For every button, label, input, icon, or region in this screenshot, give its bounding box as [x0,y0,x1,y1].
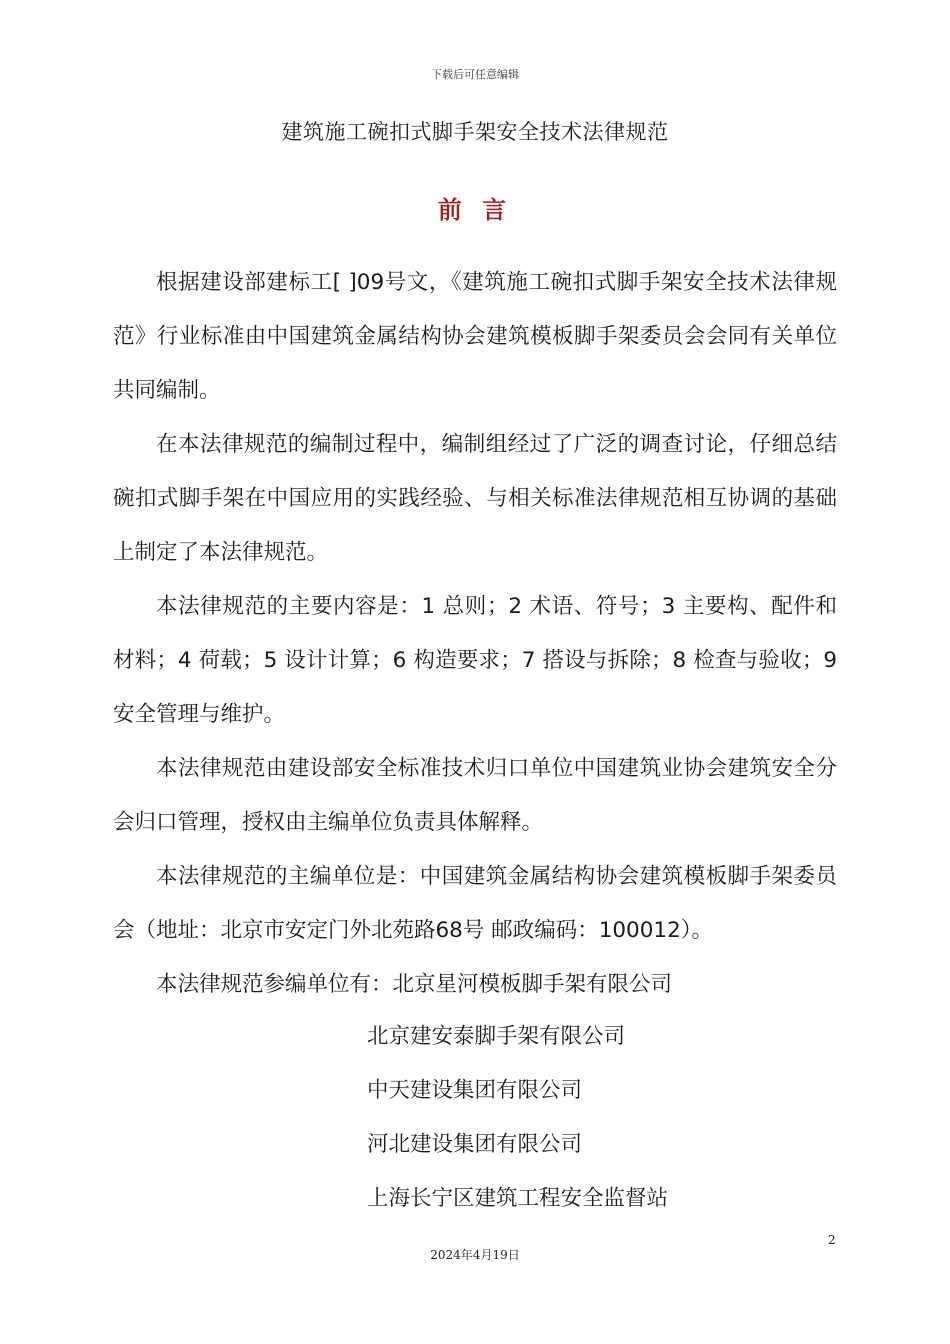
document-title: 建筑施工碗扣式脚手架安全技术法律规范 [281,120,669,144]
paragraph: 本法律规范的主要内容是：1 总则；2 术语、符号；3 主要构、配件和材料；4 荷载；5 设计计算；6 构造要求；7 搭设与拆除；8 检查与验收；9 安全管理与维护。 [113,594,837,727]
participating-units-list [367,1010,668,1226]
page-number: 2 [828,1233,836,1247]
paragraph: 根据建设部建标工[ ]09号文，《建筑施工碗扣式脚手架安全技术法律规范》行业标准由中国建筑金属结构协会建筑模板脚手架委员会会同有关单位共同编制。 [113,270,837,403]
participating-unit: 中天建设集团有限公司 [367,1078,583,1103]
body-text [113,256,837,1012]
paragraph: 在本法律规范的编制过程中，编制组经过了广泛的调查讨论，仔细总结碗扣式脚手架在中国应用的实践经验、与相关标准法律规范相互协调的基础上制定了本法律规范。 [113,432,837,565]
footer-date: 2024年4月19日 [430,1248,520,1262]
participating-unit: 北京建安泰脚手架有限公司 [367,1024,626,1049]
participating-unit: 河北建设集团有限公司 [367,1132,583,1157]
paragraph: 本法律规范参编单位有：北京星河模板脚手架有限公司 [156,972,673,997]
paragraph: 本法律规范的主编单位是：中国建筑金属结构协会建筑模板脚手架委员会（地址：北京市安定门外北苑路68号 邮政编码：100012）。 [113,864,837,943]
participating-unit: 上海长宁区建筑工程安全监督站 [367,1186,669,1211]
preface-heading: 前 言 [437,196,513,224]
page-header: 下载后可任意编辑 [431,68,519,81]
paragraph: 本法律规范由建设部安全标准技术归口单位中国建筑业协会建筑安全分会归口管理，授权由主编单位负责具体解释。 [113,756,837,835]
